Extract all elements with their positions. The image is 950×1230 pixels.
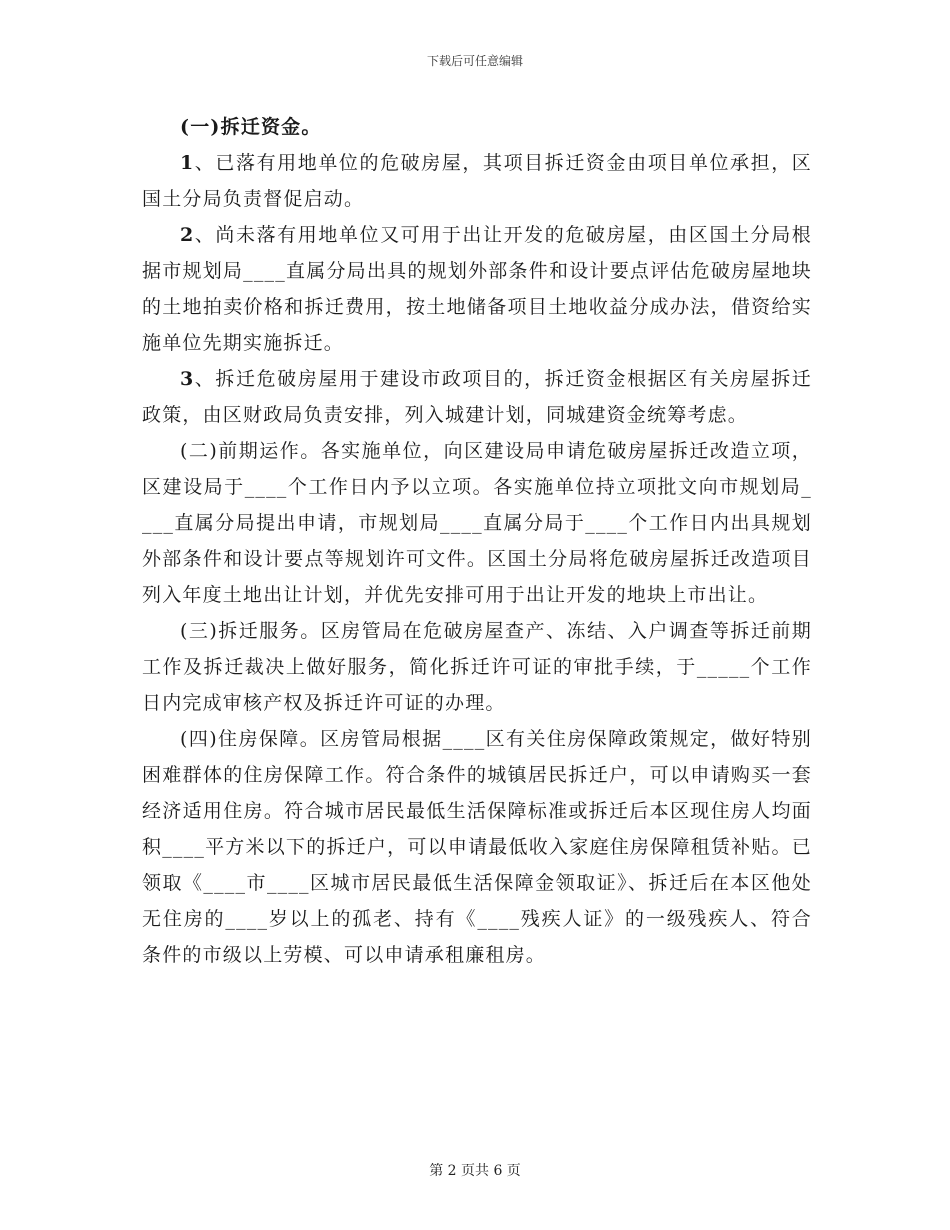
- section-heading-funds: [142, 109, 812, 145]
- paragraph-text: 、尚未落有用地单位又可用于出让开发的危破房屋，由区国土分局根据市规划局____直属分局出具的规划外部条件和设计要点评估危破房屋地块的土地拍卖价格和拆迁费用，按土地储备项目土地收益分成办法，借资给实施单位先期实施拆迁。: [142, 224, 812, 354]
- paragraph-housing-security: [142, 721, 812, 973]
- paragraph-preliminary-operation: [142, 433, 812, 613]
- paragraph-text: (二)前期运作。各实施单位，向区建设局申请危破房屋拆迁改造立项，区建设局于____个工作日内予以立项。各实施单位持立项批文向市规划局____直属分局提出申请，市规划局____直属分局于____个工作日内出具规划外部条件和设计要点等规划许可文件。区国土分局将危破房屋拆迁改造项目列入年度土地出让计划，并优先安排可用于出让开发的地块上市出让。: [142, 440, 812, 606]
- page-number: 第 2 页共 6 页: [429, 1163, 521, 1179]
- paragraph-lead: (一)拆迁资金。: [180, 116, 322, 138]
- paragraph-funds-1: [142, 145, 812, 217]
- paragraph-lead: 2: [180, 224, 195, 246]
- paragraph-funds-2: [142, 217, 812, 361]
- paragraph-text: 、拆迁危破房屋用于建设市政项目的，拆迁资金根据区有关房屋拆迁政策，由区财政局负责安排，列入城建计划，同城建资金统筹考虑。: [142, 368, 812, 426]
- paragraph-funds-3: [142, 361, 812, 433]
- paragraph-text: 、已落有用地单位的危破房屋，其项目拆迁资金由项目单位承担，区国土分局负责督促启动。: [142, 152, 812, 210]
- paragraph-demolition-service: [142, 613, 812, 721]
- paragraph-text: (四)住房保障。区房管局根据____区有关住房保障政策规定，做好特别困难群体的住房保障工作。符合条件的城镇居民拆迁户，可以申请购买一套经济适用住房。符合城市居民最低生活保障标准或拆迁后本区现住房人均面积____平方米以下的拆迁户，可以申请最低收入家庭住房保障租赁补贴。已领取《____市____区城市居民最低生活保障金领取证》、拆迁后在本区他处无住房的____岁以上的孤老、持有《____残疾人证》的一级残疾人、符合条件的市级以上劳模、可以申请承租廉租房。: [142, 728, 812, 966]
- paragraph-lead: 1: [180, 152, 195, 174]
- page-header: 下载后可任意编辑: [426, 54, 523, 68]
- paragraph-lead: 3: [180, 368, 195, 390]
- document-body: [142, 109, 812, 973]
- paragraph-text: (三)拆迁服务。区房管局在危破房屋查产、冻结、入户调查等拆迁前期工作及拆迁裁决上做好服务，简化拆迁许可证的审批手续，于_____个工作日内完成审核产权及拆迁许可证的办理。: [142, 620, 812, 714]
